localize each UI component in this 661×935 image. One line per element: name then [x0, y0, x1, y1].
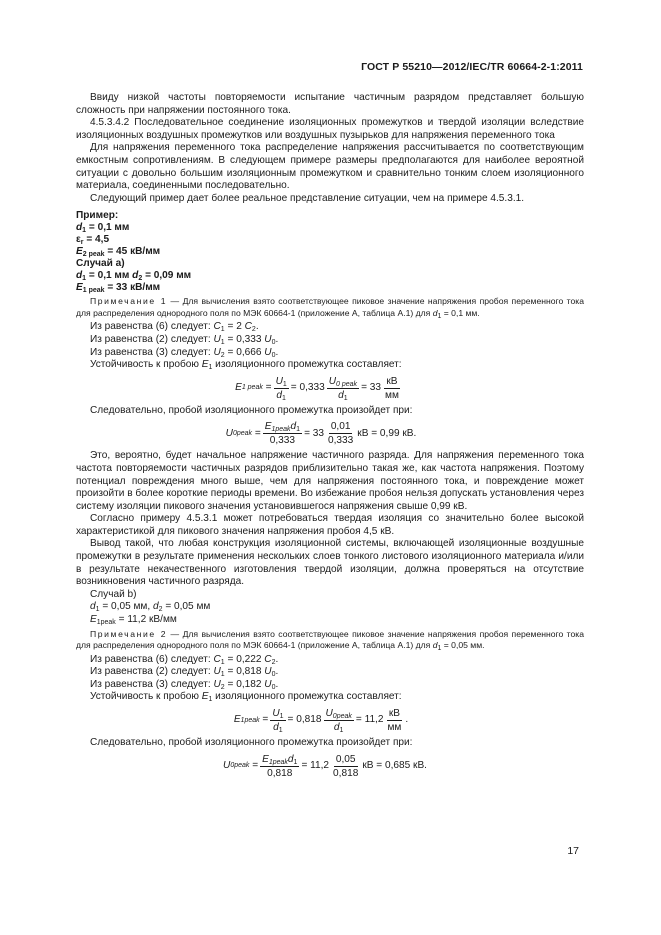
example-d1-d2: $d_1 = 0,1$ мм $d_2 = 0,09$ мм — [76, 270, 192, 283]
example-title: Пример: — [76, 210, 119, 222]
case-b-line-5: Следовательно, пробой изоляционного промежутка произойдет при: — [90, 737, 413, 748]
case-b-line-4: Устойчивость к пробою $E_1$ изоляционного промежутка составляет: — [90, 691, 402, 704]
page-content — [76, 92, 584, 783]
formula-a-e1: E 1 peak = $\frac{U_1}{d_1}$ = 0,333 $\frac{U_{0 peak}}{d_1}$ = 33 $\frac{кВ}{мм}$ — [235, 375, 399, 402]
case-a-line-5: Следовательно, пробой изоляционного промежутка произойдет при: — [90, 404, 413, 416]
example-block — [76, 210, 584, 294]
paragraph-1: Ввиду низкой частоты повторяемости испытание частичным разрядом представляет большую сложность при напряжении постоянного тока. — [76, 92, 584, 116]
example-d1: $d_1 = 0,1$ мм — [76, 222, 130, 235]
paragraph-4: Следующий пример дает более реальное представление ситуации, чем на примере 4.5.3.1. — [90, 192, 525, 204]
case-b-title: Случай b) — [90, 588, 137, 600]
case-a-line-1: Из равенства (6) следует: $C_1 = 2$ $C_2$. — [90, 321, 259, 334]
paragraph-2: 4.5.3.4.2 Последовательное соединение изоляционных промежутков и твердой изоляции вследствие изоляционных воздушных промежутков или воздушных пузырьков для напряжения переменного тока — [76, 117, 584, 141]
paragraph-5: Это, вероятно, будет начальное напряжение частичного разряда. Для напряжения переменного тока частота повторяемости частичных разрядов приблизительно такая же, как частота напряжения. Поэтому потенциал повреждения много выше, чем для напряжения постоянного тока, и повреждение может произойти в более короткие периоды времени. Во избежание пробоя нельзя допускать установления через систему изоляции пикового значения установившегося напряжения свыше 0,99 кВ. — [76, 450, 584, 512]
case-b-line-3: Из равенства (3) следует: $U_2 = 0,182$ $U_0$. — [90, 678, 279, 691]
formula-b-u0: U 0peak = $\frac{E_{1peak}d_1}{0,818}$ = 11,2 $\frac{0,05}{0,818}$ кВ = 0,685 кВ. — [223, 753, 427, 779]
paragraph-7: Вывод такой, что любая конструкция изоляционной системы, включающей изоляционные воздушные промежутки в результате применения нескольких слоев тонкого листового изоляционного материала и/или в результате некачественного изготовления твердой изоляции, должна проверяться на отсутствие возникновения частичного разряда. — [76, 538, 584, 588]
paragraph-6: Согласно примеру 4.5.3.1 может потребоваться твердая изоляция со значительно более высокой характеристикой для пикового значения напряжения пробоя 4,5 кВ. — [76, 513, 584, 537]
example-case-a: Случай a) — [76, 258, 125, 270]
page-number: 17 — [567, 845, 579, 857]
example-e2: $E_{2 peak} = 45$ кВ/мм — [76, 246, 161, 259]
case-a-line-3: Из равенства (3) следует: $U_2 = 0,666$ $U_0$. — [90, 346, 279, 359]
case-b-line-2: Из равенства (2) следует: $U_1 = 0,818$ $U_0$. — [90, 666, 279, 679]
case-b-d: $d_1 = 0,05$ мм, $d_2 = 0,05$ мм — [90, 601, 211, 614]
case-a-line-4: Устойчивость к пробою $E_1$ изоляционного промежутка составляет: — [90, 359, 402, 372]
formula-a-u0: U 0peak = $\frac{E_{1peak}d_1}{0,333}$ = 33 $\frac{0,01}{0,333}$ кВ = 0,99 кВ. — [225, 421, 417, 447]
paragraph-3: Для напряжения переменного тока распределение напряжения рассчитывается по соответствующим емкостным сопротивлениям. В следующем примере размеры предполагаются для наиболее вероятной ситуации с довольно большим изоляционным промежутком и сравнительно тонким слоем изоляционного материала, соединенными последовательно. — [76, 142, 584, 192]
formula-b-e1: E 1peak = $\frac{U_1}{d_1}$ = 0,818 $\frac{U_{0peak}}{d_1}$ = 11,2 $\frac{кВ}{мм}$ . — [233, 708, 409, 734]
standard-header: ГОСТ Р 55210—2012/IEC/TR 60664-2-1:2011 — [361, 61, 583, 73]
note-1: Примечание 1 — Для вычисления взято соответствующее пиковое значение напряжения пробоя переменного тока для распределения однородного поля по МЭК 60664-1 (приложение А, таблица А.1) для $d_1 = 0,1$ мм. — [76, 296, 584, 320]
case-a-line-2: Из равенства (2) следует: $U_1 = 0,333$ $U_0$. — [90, 333, 279, 346]
note-2: Примечание 2 — Для вычисления взято соответствующее пиковое значение напряжения пробоя переменного тока для распределения однородного поля по МЭК 60664-1 (приложение А, таблица А.1) для $d_1 = 0,05$ мм. — [76, 628, 584, 653]
case-b-e1: $E_{1peak} = 11,2$ кВ/мм — [90, 614, 177, 627]
case-b-line-1: Из равенства (6) следует: $C_1 = 0,222$ $C_2$. — [90, 653, 279, 666]
example-eps: $\varepsilon_r = 4,5$ — [76, 234, 110, 247]
example-e1: $E_{1 peak} = 33$ кВ/мм — [76, 282, 161, 295]
